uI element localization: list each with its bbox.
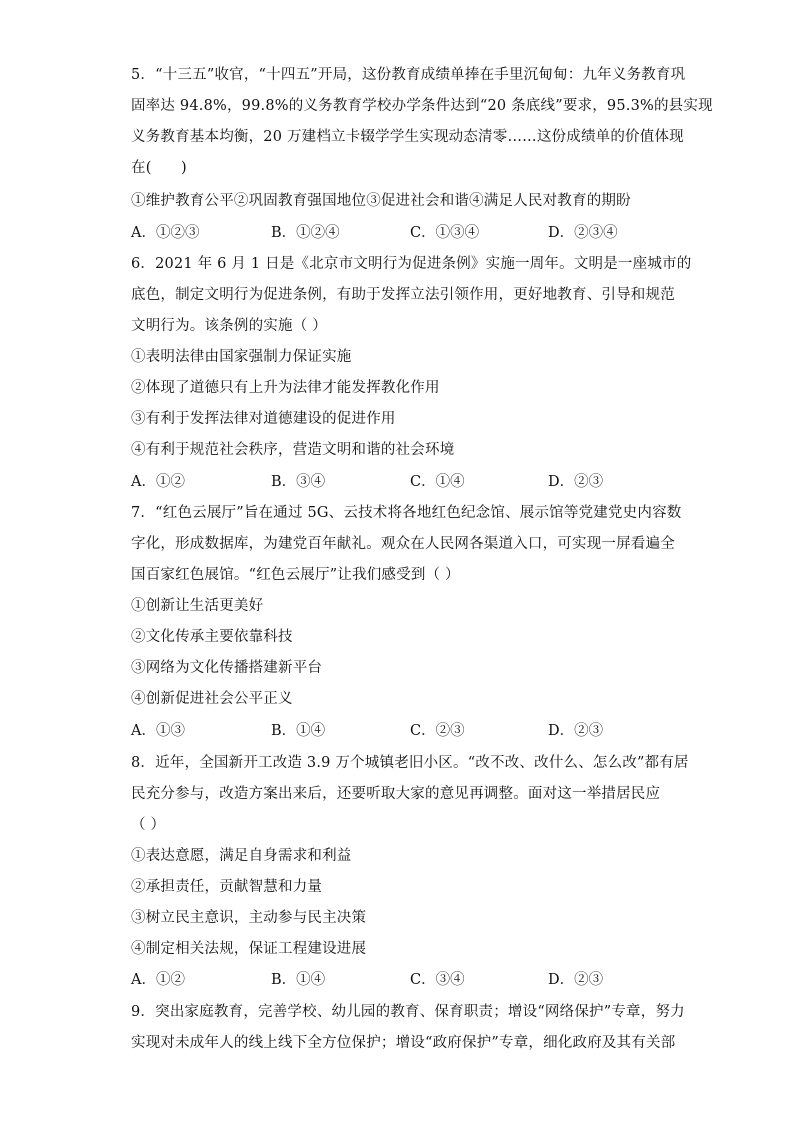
question-5-statements: ①维护教育公平②巩固教育强国地位③促进社会和谐④满足人民对教育的期盼 <box>131 193 631 209</box>
question-7-stem-line-2: 字化，形成数据库，为建党百年献礼。观众在人民网各渠道入口，可实现一屏看遍全 <box>131 536 675 552</box>
question-7-options <box>131 721 651 741</box>
question-6-statement-1: ①表明法律由国家强制力保证实施 <box>131 349 352 365</box>
question-8-stem-line-3: （ ） <box>131 817 166 833</box>
question-6-stem-line-3: 文明行为。该条例的实施（ ） <box>131 318 327 334</box>
question-5-stem-line-4: 在( ) <box>131 160 187 176</box>
question-7-statement-2: ②文化传承主要依靠科技 <box>131 629 293 645</box>
question-7-statement-1: ①创新让生活更美好 <box>131 598 264 614</box>
question-8-statement-3: ③树立民主意识，主动参与民主决策 <box>131 910 367 926</box>
question-5-option-b[interactable]: B．①②④ <box>271 225 340 241</box>
question-7-option-a[interactable]: A．①③ <box>131 723 185 739</box>
question-6-statement-3: ③有利于发挥法律对道德建设的促进作用 <box>131 411 396 427</box>
question-5-options <box>131 223 651 243</box>
question-7-stem-line-1: 7．“红色云展厅”旨在通过 5G、云技术将各地红色纪念馆、展示馆等党建党史内容数 <box>131 505 682 521</box>
question-6-option-a[interactable]: A．①② <box>131 474 185 490</box>
question-8-stem-line-2: 民充分参与，改造方案出来后，还要听取大家的意见再调整。面对这一举措居民应 <box>131 786 661 802</box>
question-8-options <box>131 970 651 990</box>
question-7-option-d[interactable]: D．②③ <box>548 723 604 739</box>
question-9-stem-line-1: 9．突出家庭教育，完善学校、幼儿园的教育、保育职责；增设“网络保护”专章，努力 <box>131 1004 685 1020</box>
question-6-statement-4: ④有利于规范社会秩序，营造文明和谐的社会环境 <box>131 442 455 458</box>
question-6-stem-line-1: 6．2021 年 6 月 1 日是《北京市文明行为促进条例》实施一周年。文明是一座城市的 <box>131 256 692 272</box>
question-8-statement-2: ②承担责任，贡献智慧和力量 <box>131 879 323 895</box>
question-7-statement-3: ③网络为文化传播搭建新平台 <box>131 660 323 676</box>
question-5-option-d[interactable]: D．②③④ <box>548 225 618 241</box>
question-6-option-d[interactable]: D．②③ <box>548 474 604 490</box>
question-7-statement-4: ④创新促进社会公平正义 <box>131 691 293 707</box>
question-5-stem-line-2: 固率达 94.8%，99.8%的义务教育学校办学条件达到“20 条底线”要求，95.3%的县实现 <box>131 98 713 114</box>
question-8-option-b[interactable]: B．①④ <box>271 972 326 988</box>
question-5-stem-line-1: 5．“十三五”收官，“十四五”开局，这份教育成绩单捧在手里沉甸甸：九年义务教育巩 <box>131 67 686 83</box>
question-6-options <box>131 472 651 492</box>
question-5-stem-line-3: 义务教育基本均衡，20 万建档立卡辍学学生实现动态清零……这份成绩单的价值体现 <box>131 129 684 145</box>
question-6-option-b[interactable]: B．③④ <box>271 474 326 490</box>
question-8-option-c[interactable]: C．③④ <box>410 972 465 988</box>
question-8-statement-1: ①表达意愿，满足自身需求和利益 <box>131 848 352 864</box>
question-8-option-d[interactable]: D．②③ <box>548 972 604 988</box>
question-8-stem-line-1: 8．近年，全国新开工改造 3.9 万个城镇老旧小区。“改不改、改什么、怎么改”都有居 <box>131 755 689 771</box>
question-5-option-a[interactable]: A．①②③ <box>131 225 200 241</box>
question-6-stem-line-2: 底色，制定文明行为促进条例，有助于发挥立法引领作用，更好地教育、引导和规范 <box>131 287 675 303</box>
question-6-statement-2: ②体现了道德只有上升为法律才能发挥教化作用 <box>131 380 440 396</box>
question-7-stem-line-3: 国百家红色展馆。“红色云展厅”让我们感受到（ ） <box>131 567 460 583</box>
question-7-option-c[interactable]: C．②③ <box>410 723 465 739</box>
question-8-statement-4: ④制定相关法规，保证工程建设进展 <box>131 941 367 957</box>
question-8-option-a[interactable]: A．①② <box>131 972 185 988</box>
question-6-option-c[interactable]: C．①④ <box>410 474 465 490</box>
question-5-option-c[interactable]: C．①③④ <box>410 225 480 241</box>
question-9-stem-line-2: 实现对未成年人的线上线下全方位保护；增设“政府保护”专章，细化政府及其有关部 <box>131 1035 676 1051</box>
question-7-option-b[interactable]: B．①④ <box>271 723 326 739</box>
